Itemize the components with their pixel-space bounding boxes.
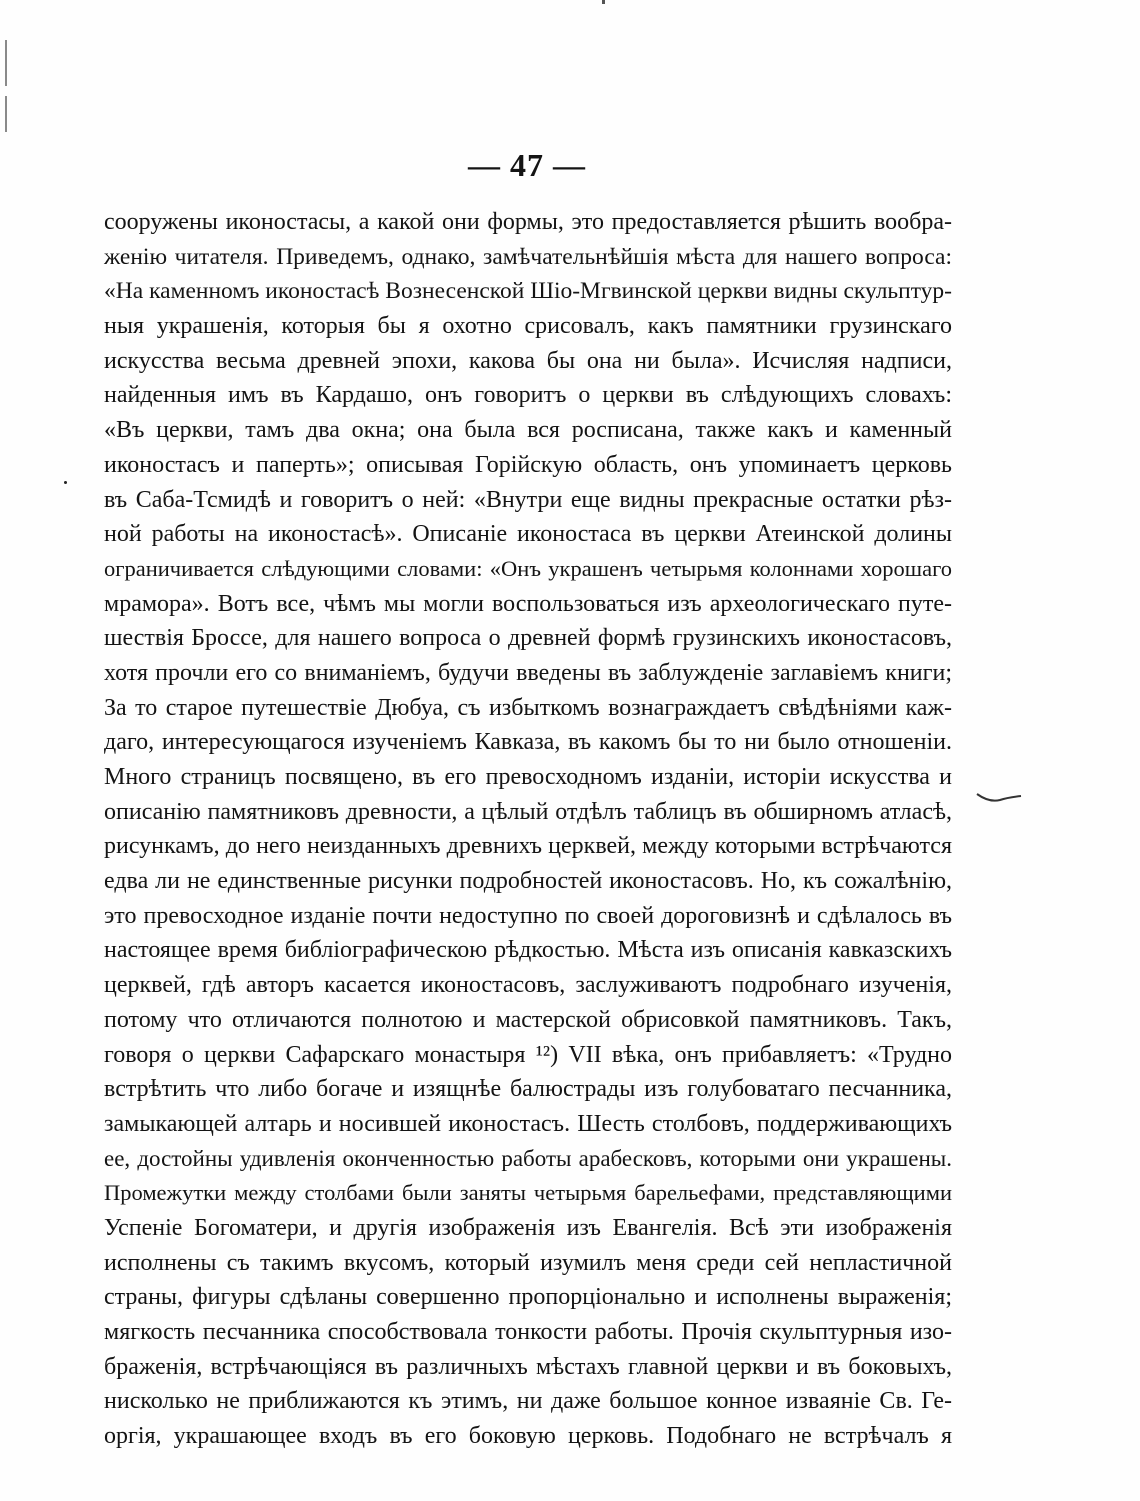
text-line: замыкающей алтарь и носившей иконостасъ. Шесть столбовъ, поддерживающихъ (104, 1110, 952, 1137)
text-line: говоря о церкви Сафарскаго монастыря ¹²) VII вѣка, онъ прибавляетъ: «Трудно (104, 1041, 952, 1068)
text-line: ныя украшенія, которыя бы я охотно срисовалъ, какъ памятники грузинскаго (104, 313, 952, 340)
page-number: — 47 — (468, 147, 586, 183)
text-line: сооружены иконостасы, а какой они формы, это предоставляется рѣшить вообра- (104, 209, 952, 235)
text-line: рисункамъ, до него неизданныхъ древнихъ церквей, между которыми встрѣчаются (104, 833, 952, 860)
text-line: хотя прочли его со вниманіемъ, будучи введены въ заблужденіе заглавіемъ книги; (104, 659, 952, 686)
text-line: Промежутки между столбами были заняты четырьмя барельефами, представляющими (104, 1180, 952, 1206)
binding-edge-mark (5, 96, 7, 132)
text-line: ее, достойны удивленія оконченностью работы арабесковъ, которыми они украшены. (104, 1145, 952, 1171)
text-line: церквей, гдѣ авторъ касается иконостасовъ, заслуживаютъ подробнаго изученія, (104, 972, 952, 999)
margin-pencil-mark (976, 790, 1022, 806)
text-line: иконостасъ и паперть»; описывая Горійскую область, онъ упоминаетъ церковь (104, 451, 952, 478)
text-line: мягкость песчанника способствовала тонкости работы. Прочія скульптурныя изо- (104, 1319, 952, 1345)
text-line: За то старое путешествіе Дюбуа, съ избыткомъ вознаграждаетъ свѣдѣніями каж- (104, 694, 952, 721)
text-line: мрамора». Вотъ все, чѣмъ мы могли воспользоваться изъ археологическаго путе- (104, 590, 952, 617)
text-line: шествія Броссе, для нашего вопроса о древней формѣ грузинскихъ иконостасовъ, (104, 625, 952, 652)
text-line: настоящее время библіографическою рѣдкостью. Мѣста изъ описанія кавказскихъ (104, 937, 952, 964)
text-line: ограничивается слѣдующими словами: «Онъ украшенъ четырьмя колоннами хорошаго (104, 555, 952, 581)
ink-dot (64, 481, 67, 484)
text-line: страны, фигуры сдѣланы совершенно пропорціонально и исполнены выраженія; (104, 1284, 952, 1311)
text-line: въ Саба-Тсмидѣ и говоритъ о ней: «Внутри еще видны прекрасные остатки рѣз- (104, 486, 952, 513)
text-line: искусства весьма древней эпохи, какова бы она ни была». Исчисляя надписи, (104, 347, 952, 374)
text-line: нисколько не приближаются къ этимъ, ни даже большое конное изваяніе Св. Ге- (104, 1388, 952, 1415)
text-line: женію читателя. Приведемъ, однако, замѣчательнѣйшія мѣста для нашего вопроса: (104, 243, 952, 270)
body-text (104, 205, 952, 1454)
text-line: даго, интересующагося изученіемъ Кавказа, въ какомъ бы то ни было отношеніи. (104, 729, 952, 756)
text-line: браженія, встрѣчающіяся въ различныхъ мѣстахъ главной церкви и въ боковыхъ, (104, 1353, 952, 1380)
text-line: ной работы на иконостасѣ». Описаніе иконостаса въ церкви Атеинской долины (104, 521, 952, 548)
text-line: Успеніе Богоматери, и другія изображенія изъ Евангелія. Всѣ эти изображенія (104, 1214, 952, 1241)
text-line: потому что отличаются полнотою и мастерской обрисовкой памятниковъ. Такъ, (104, 1006, 952, 1033)
text-line: Много страницъ посвящено, въ его превосходномъ изданіи, исторіи искусства и (104, 764, 952, 790)
text-line: исполнены съ такимъ вкусомъ, который изумилъ меня среди сей непластичной (104, 1249, 952, 1276)
text-line: встрѣтить что либо богаче и изящнѣе балюстрады изъ голубоватаго песчанника, (104, 1076, 952, 1103)
text-line: «Въ церкви, тамъ два окна; она была вся росписана, также какъ и каменный (104, 417, 952, 444)
scan-speck (602, 0, 605, 4)
text-line: едва ли не единственные рисунки подробностей иконостасовъ. Но, къ сожалѣнію, (104, 868, 952, 895)
text-line: оргія, украшающее входъ въ его боковую церковь. Подобнаго не встрѣчалъ я (104, 1423, 952, 1450)
binding-edge-mark (5, 40, 7, 86)
text-line: это превосходное изданіе почти недоступно по своей дороговизнѣ и сдѣлалось въ (104, 902, 952, 929)
text-line: найденныя имъ въ Кардашо, онъ говоритъ о церкви въ слѣдующихъ словахъ: (104, 382, 952, 409)
text-line: «На каменномъ иконостасѣ Вознесенской Шіо-Мгвинской церкви видны скульптур- (104, 278, 952, 305)
text-line: описанію памятниковъ древности, а цѣлый отдѣлъ таблицъ въ обширномъ атласѣ, (104, 798, 952, 825)
